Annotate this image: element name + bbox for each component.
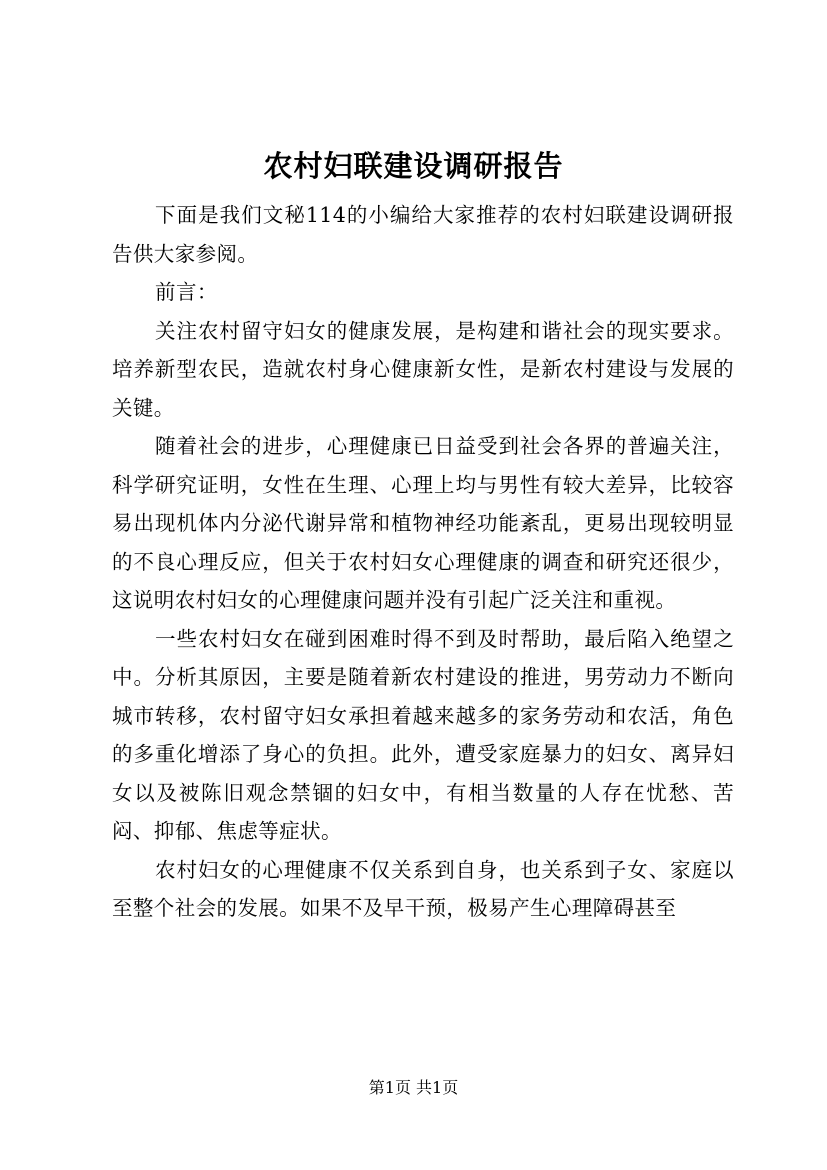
document-body [112, 196, 734, 928]
paragraph-1: 关注农村留守妇女的健康发展，是构建和谐社会的现实要求。培养新型农民，造就农村身心健康新女性，是新农村建设与发展的关键。 [112, 318, 734, 420]
paragraph-2: 随着社会的进步，心理健康已日益受到社会各界的普遍关注，科学研究证明，女性在生理、心理上均与男性有较大差异，比较容易出现机体内分泌代谢异常和植物神经功能紊乱，更易出现较明显的不良心理反应，但关于农村妇女心理健康的调查和研究还很少，这说明农村妇女的心理健康问题并没有引起广泛关注和重视。 [112, 434, 734, 612]
page-footer: 第1页 共1页 [368, 1078, 459, 1097]
paragraph-preface-heading: 前言： [155, 280, 218, 304]
paragraph-4: 农村妇女的心理健康不仅关系到自身，也关系到子女、家庭以至整个社会的发展。如果不及早干预，极易产生心理障碍甚至 [112, 857, 734, 920]
document-title: 农村妇联建设调研报告 [263, 149, 564, 183]
paragraph-3: 一些农村妇女在碰到困难时得不到及时帮助，最后陷入绝望之中。分析其原因，主要是随着新农村建设的推进，男劳动力不断向城市转移，农村留守妇女承担着越来越多的家务劳动和农活，角色的多重化增添了身心的负担。此外，遭受家庭暴力的妇女、离异妇女以及被陈旧观念禁锢的妇女中，有相当数量的人存在忧愁、苦闷、抑郁、焦虑等症状。 [112, 626, 734, 843]
paragraph-intro: 下面是我们文秘114的小编给大家推荐的农村妇联建设调研报告供大家参阅。 [112, 203, 734, 266]
